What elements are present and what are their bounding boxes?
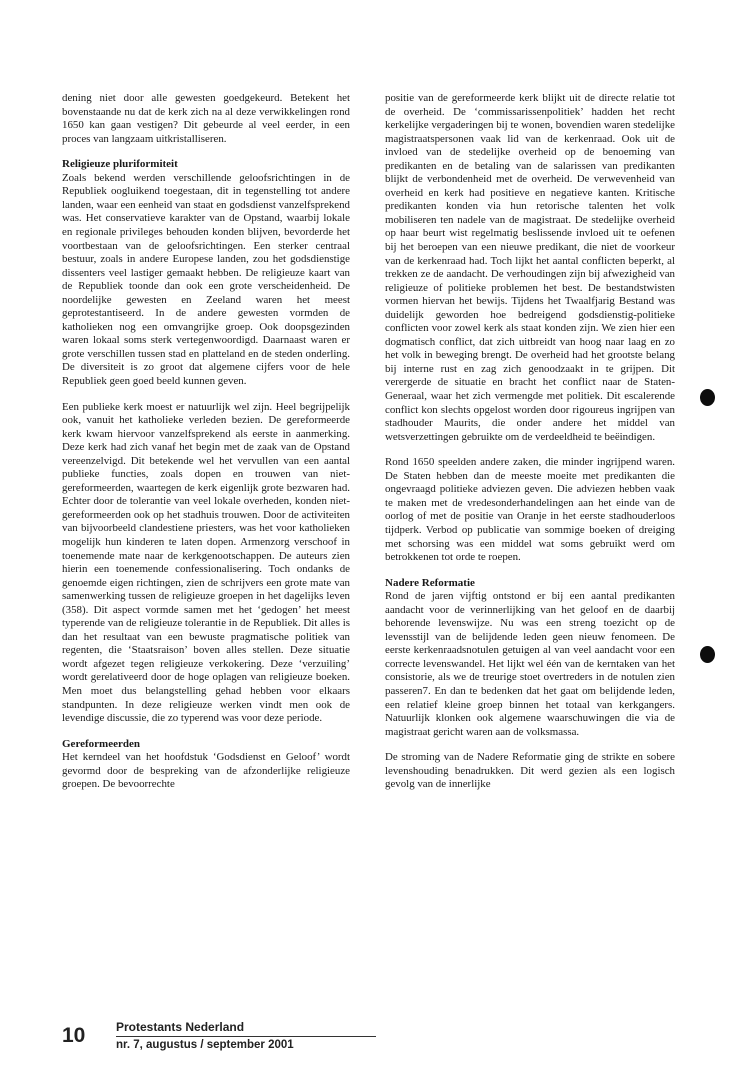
paragraph: Rond de jaren vijftig ontstond er bij een aantal predikanten aandacht voor de verinnerlijking van het geloof en de daarbij behorende levenswijze. Nu was een streng toezicht op de levensstijl van de belijdende leden geen nieuw fenomeen. De eerste kerkenraadsnotulen getuigen al van veel aandacht voor een correcte levenswandel. Het lijkt wel één van de kerntaken van het consistorie, als we de treurige stoet overtreders in de notulen zien passeren7. En dan te bedenken dat het gaat om belijdende leden, een relatief kleine groep binnen het totaal van kerkgangers. Natuurlijk klonken ook algemene waarschuwingen die via de magistraat gericht waren aan de volksmassa. — [385, 590, 675, 738]
binder-hole-bottom — [700, 646, 715, 663]
paragraph: Rond 1650 speelden andere zaken, die minder ingrijpend waren. De Staten hebben dan de meeste moeite met predikanten die ongevraagd politieke adviezen geven. Die adviezen hebben vaak te maken met de vredesonderhandelingen aan het einde van de oorlog of met de positie van Oranje in het eerste stadhouderloos tijdperk. Verbod op publicatie van sommige boeken of dreiging met schorsing was een middel wat soms gebruikt werd om betrokkenen tot orde te roepen. — [385, 456, 675, 564]
section-heading: Nadere Reformatie — [385, 576, 475, 589]
publication-info — [116, 1020, 376, 1051]
section-heading: Gereformeerden — [62, 737, 140, 750]
paragraph: Het kerndeel van het hoofdstuk ‘Godsdienst en Geloof’ wordt gevormd door de bespreking van de afzonderlijke religieuze groepen. De bevoorrechte — [62, 751, 350, 791]
left-column — [62, 92, 350, 804]
issue-info: nr. 7, augustus / september 2001 — [116, 1039, 294, 1051]
binder-hole-top — [700, 389, 715, 406]
paragraph: De stroming van de Nadere Reformatie ging de strikte en sobere levenshouding benadrukken. Dit werd gezien als een logisch gevolg van de innerlijke — [385, 751, 675, 791]
paragraph: Een publieke kerk moest er natuurlijk wel zijn. Heel begrijpelijk ook, vanuit het katholieke verleden bezien. De gereformeerde kerk kwam hiervoor vanzelfsprekend als eerste in aanmerking. Deze kerk had zich vanaf het begin met de zaak van de Opstand vereenzelvigd. Dit betekende wel het vervullen van een aantal publieke functies, zoals dopen en trouwen van niet-gereformeerden, waartegen de kerk eigenlijk grote bezwaren had. Echter door de tolerantie van veel lokale overheden, konden niet-gereformeerden ook op het stadhuis trouwen. Door de activiteiten van bijvoorbeeld clandestiene priesters, was het voor katholieken mogelijk hun kinderen te laten dopen. Armenzorg verschoof in toenemende mate naar de kerkgenootschappen. De auteurs zien hierin een toenemende confessionalisering. Toch ondanks de genoemde eigen richtingen, zien de schrijvers een grote mate van samenwerking tussen de religieuze groepen in het dagelijks leven (358). Dit aspect vormde samen met het ‘gedogen’ het meest typerende van de religieuze tolerantie in de Republiek. Dit alles is dan het resultaat van een bewuste pragmatische politiek van regenten, die ‘Staatsraison’ boven alles stellen. Deze situatie wordt afgezet tegen religieuze verkokering. Deze ‘verzuiling’ wordt gerelativeerd door de hoge oplagen van religieuze boeken. Men moet dus belangstelling gehad hebben voor elkaars standpunten. In deze religieuze werken vindt men ook de levendige discussie, die zo typerend was voor deze periode. — [62, 400, 350, 725]
right-column — [385, 92, 675, 804]
section-heading: Religieuze pluriformiteit — [62, 158, 178, 171]
page-number: 10 — [62, 1024, 86, 1047]
paragraph: Zoals bekend werden verschillende geloofsrichtingen in de Republiek oogluikend toegestaan, dit in tegenstelling tot andere landen, waar een eenheid van staat en godsdienst vanzelfsprekend was. Het conservatieve karakter van de Opstand, waarbij lokale en regionale privileges behouden konden blijven, bevorderde het voortbestaan van de geloofsrichtingen. Een sterker centraal bestuur, zoals in andere Europese landen, zou het godsdienstige dissenters veel lastiger gemaakt hebben. De religieuze kaart van de Republiek toonde dan ook een grote verscheidenheid. De noordelijke gewesten en Zeeland waren het meest geprotestantiseerd. In de andere gewesten vormden de katholieken nog een omvangrijke groep. Ook doopsgezinden waren lokaal soms sterk vertegenwoordigd. Daarnaast waren er grote verschillen tussen stad en platteland en de steden onderling. De diversiteit is zo groot dat algemene cijfers voor de hele Republiek geen goed beeld kunnen geven. — [62, 171, 350, 387]
publication-name: Protestants Nederland — [116, 1020, 376, 1037]
paragraph: dening niet door alle gewesten goedgekeurd. Betekent het bovenstaande nu dat de kerk zich na al deze verwikkelingen rond 1650 kan gaan vestigen? Dit gebeurde al veel eerder, in een proces van langzaam uitkristalliseren. — [62, 92, 350, 145]
paragraph: positie van de gereformeerde kerk blijkt uit de directe relatie tot de overheid. De ‘commissarissenpolitiek’ hadden het recht kerkelijke vergaderingen bij te wonen, bovendien waren stedelijke magistraatspersonen vaak lid van de kerkenraad. Ook uit de invloed van de stedelijke overheid op de benoeming van predikanten en de betaling van de salarissen van predikanten blijkt de verbondenheid met de overheid. De verwevenheid van overheid en kerk had positieve en negatieve kanten. Kritische predikanten konden via hun retorische talenten het volk mobiliseren ten nadele van de magistraat. De stedelijke overheid op haar beurt wist regelmatig beslissende invloed uit te oefenen bij het beroepen van een nieuwe predikant, die niet de voorkeur van de kerkenraad had. Toch lijkt het aantal conflicten beperkt, al trekken ze de aandacht. De verhoudingen zijn bij afwezigheid van religieuze of politieke problemen het best. De bestandstwisten vormen hiervan het bewijs. Tijdens het Twaalfjarig Bestand was duidelijk geworden hoe bedreigend godsdienstig-politieke conflicten voor zowel kerk als staat konden zijn. We zien hier een dogmatisch conflict, dat zich uitbreidt van hoog naar laag en zo het volk in beweging brengt. De overheid had het grootste belang bij interne rust en zag zich genoodzaakt in te grijpen. Dit verergerde de situatie en bracht het conflict naar de Staten-Generaal, waar het zich vermengde met politiek. Dit escalerende conflict kon slechts opgelost worden door rigoureus ingrijpen van stadhouder Maurits, die onder andere het middel van wetsverzettingen gebruikte om de verdeeldheid te beëindigen. — [385, 92, 675, 443]
